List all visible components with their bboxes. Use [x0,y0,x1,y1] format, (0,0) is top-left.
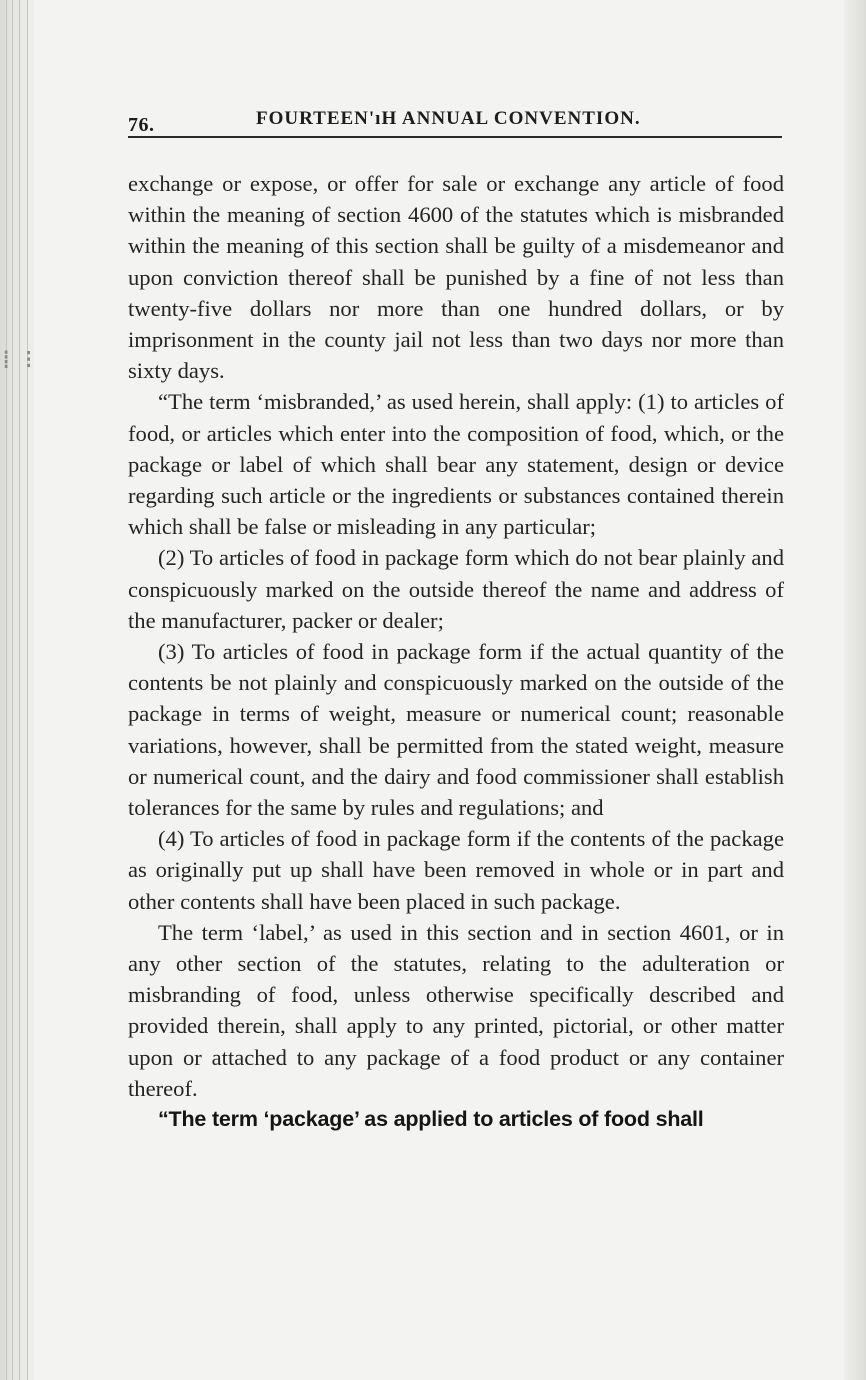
page-right-edge [844,0,866,1380]
body-text [128,168,784,1135]
running-title: FOURTEEN'ıH ANNUAL CONVENTION. [256,108,641,129]
page-number: 76. [128,114,155,136]
paragraph-clause-3: (3) To articles of food in package form if the actual quantity of the contents be not plainly and conspicuously marked on the outside of the package in terms of weight, measure or numerical count; reasonable variations, however, shall be permitted from the stated weight, measure or numerical count, and the dairy and food commissioner shall establish tolerances for the same by rules and regulations; and [128,639,784,821]
paragraph-misbranded-definition: “The term ‘misbranded,’ as used herein, shall apply: (1) to articles of food, or articles which enter into the composition of food, which, or the package or label of which shall bear any statement, design or device regarding such article or the ingredients or substances contained therein which shall be false or misleading in any particular; [128,389,784,540]
paragraph-package-definition: “The term ‘package’ as applied to articles of food shall [158,1107,704,1132]
margin-smudge: ⁞ ⁝ [2,345,36,375]
page-binding-edge [0,0,34,1380]
paragraph-clause-4: (4) To articles of food in package form if the contents of the package as originally put up shall have been removed in whole or in part and other contents shall have been placed in such package. [128,826,784,914]
page-header [128,102,782,138]
document-page [128,102,788,1342]
paragraph-label-definition: The term ‘label,’ as used in this section and in section 4601, or in any other section of the statutes, relating to the adulteration or misbranding of food, unless otherwise specifically described and provided therein, shall apply to any printed, pictorial, or other matter upon or attached to any package of a food product or any container thereof. [128,919,784,1101]
paragraph-clause-2: (2) To articles of food in package form which do not bear plainly and conspicuously marked on the outside thereof the name and address of the manufacturer, packer or dealer; [128,545,784,633]
paragraph-continuation: exchange or expose, or offer for sale or exchange any article of food within the meaning of section 4600 of the statutes which is misbranded within the meaning of this section shall be guilty of a misdemeanor and upon conviction thereof shall be punished by a fine of not less than twenty-five dollars nor more than one hundred dollars, or by imprisonment in the county jail not less than two days nor more than sixty days. [128,171,784,384]
